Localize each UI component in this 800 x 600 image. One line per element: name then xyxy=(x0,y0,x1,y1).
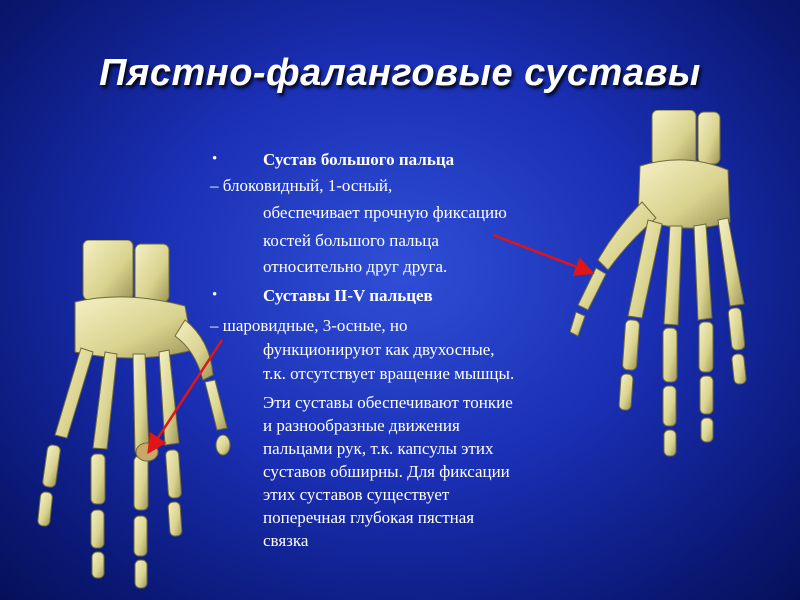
bullet-1: • xyxy=(212,151,218,167)
section2-para-line-2: и разнообразные движения xyxy=(263,416,460,435)
section2-heading: Суставы II-V пальцев xyxy=(263,286,433,305)
section1-line1: – блоковидный, 1-осный, xyxy=(210,176,393,195)
section2-para-line-6: поперечная глубокая пястная xyxy=(263,508,475,527)
section2-line2: функционируют как двухосные, xyxy=(263,340,495,359)
section2-para-line-5: этих суставов существует xyxy=(263,485,450,504)
section2-para-line-4: суставов обширны. Для фиксации xyxy=(263,462,510,481)
right-hand-skeleton-image xyxy=(570,110,770,470)
section1-line4: относительно друг друга. xyxy=(263,257,448,276)
section1-line3: костей большого пальца xyxy=(263,231,439,250)
slide-title: Пястно-фаланговые суставы xyxy=(99,52,701,94)
section2-para-line-1: Эти суставы обеспечивают тонкие xyxy=(263,393,513,412)
section2-para-line-7: связка xyxy=(263,531,309,550)
section1-heading: Сустав большого пальца xyxy=(263,150,455,169)
section2-line3: т.к. отсутствует вращение мышцы. xyxy=(263,364,515,383)
section2-line1: – шаровидные, 3-осные, но xyxy=(210,316,408,335)
section2-para-line-3: пальцами рук, т.к. капсулы этих xyxy=(263,439,494,458)
left-hand-skeleton-image xyxy=(35,240,265,600)
section1-line2: обеспечивает прочную фиксацию xyxy=(263,203,507,222)
bullet-2: • xyxy=(212,287,218,303)
